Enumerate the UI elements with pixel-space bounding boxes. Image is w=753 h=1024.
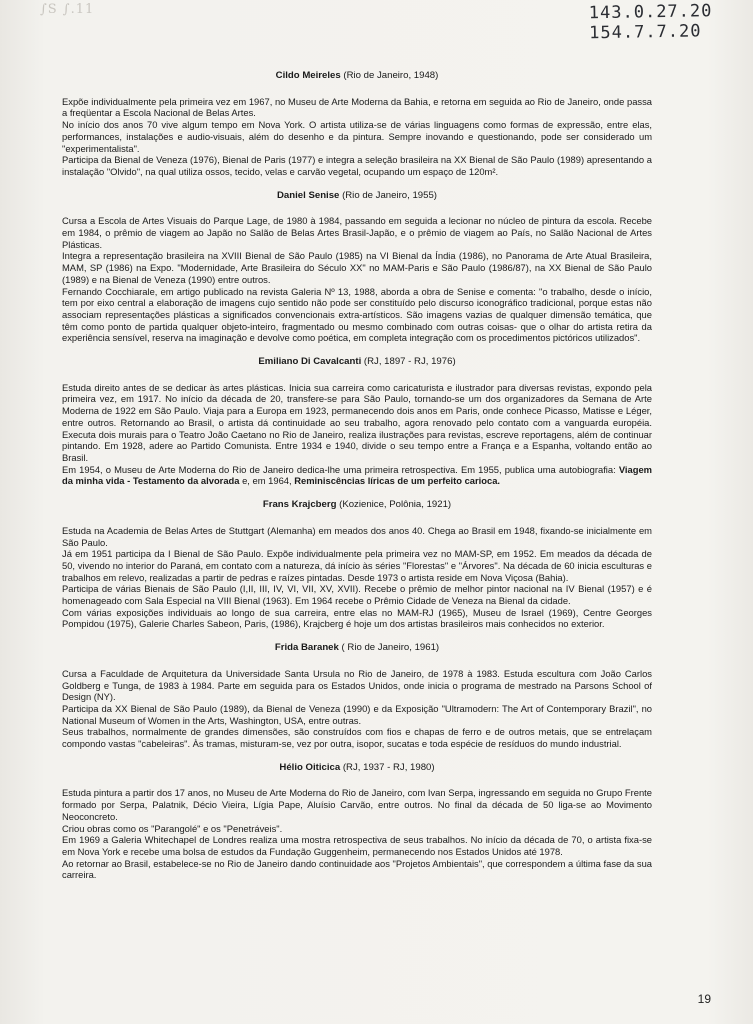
artist-entry-cildo-meireles [62, 70, 652, 178]
bio-paragraph: Expõe individualmente pela primeira vez em 1967, no Museu de Arte Moderna da Bahia, e retorna em seguida ao Rio de Janeiro, onde passa a freqüentar a Escola Nacional de Belas Artes. [62, 95, 652, 119]
artist-name: Daniel Senise [277, 189, 340, 201]
bio-paragraph: Participa da XX Bienal de São Paulo (1989), da Bienal de Veneza (1990) e da Exposição "Ultramodern: The Art of Contemporary Brazil", no National Museum of Women in the Arts, Washington, USA, entre outras. [62, 702, 652, 726]
artist-name: Frans Krajcberg [262, 499, 337, 511]
bio-paragraph: Estuda na Academia de Belas Artes de Stuttgart (Alemanha) em meados dos anos 40. Chega ao Brasil em 1948, fixando-se inicialmente em São Paulo. [62, 524, 652, 548]
bio-paragraph: Ao retornar ao Brasil, estabelece-se no Rio de Janeiro dando continuidade aos "Projetos Ambientais", que correspondem a última fase da sua carreira. [62, 857, 652, 881]
artist-origin: ( Rio de Janeiro, 1961) [341, 642, 440, 654]
artist-origin: (RJ, 1937 - RJ, 1980) [342, 761, 435, 773]
artist-heading [62, 762, 652, 774]
artist-name: Hélio Oiticica [279, 761, 341, 773]
bio-paragraph: Fernando Cocchiarale, em artigo publicado na revista Galeria Nº 13, 1988, aborda a obra de Senise e comenta: "o trabalho, desde o início, tem por eixo central a elaboração de imagens cujo sentido não pode ser constituído pelo discurso iconográfico tradicional, porque estas não associam representações plásticas a significados convencionais extra-artísticos. São imagens vazias de qualquer dimensão temática, que têm como ponto de partida qualquer objeto-inteiro, fragmentado ou mesmo combinado com outras coisas- que o olhar do artista retira da experiência sensível, reserva na imaginação e devolve como poética, em completa integração com os procedimentos pictóricos utilizados". [62, 285, 652, 344]
artist-heading [62, 356, 652, 368]
bio-paragraph: Criou obras como os "Parangolé" e os "Penetráveis". [62, 822, 283, 834]
bio-paragraph: Cursa a Escola de Artes Visuais do Parque Lage, de 1980 à 1984, passando em seguida a lecionar no núcleo de pintura da escola. Recebe em 1984, o prêmio de viagem ao Japão no Salão de Belas Artes Brasil-Japão, e o prêmio de viagem ao País, no Salão Nacional de Artes Plásticas. [62, 215, 652, 250]
faint-margin-note: ∫S ∫.11 [40, 2, 95, 17]
book-title-2: Reminiscências líricas de um perfeito carioca. [294, 475, 501, 487]
artist-heading [62, 70, 652, 82]
book-title-1: Viagem da minha vida - Testamento da alvorada [62, 463, 652, 487]
artist-heading [62, 642, 652, 654]
handwritten-note [589, 1, 740, 44]
artist-biographies [62, 70, 652, 893]
artist-name: Emiliano Di Cavalcanti [258, 356, 362, 368]
artist-entry-helio-oiticica [62, 762, 652, 881]
handwritten-line-1: 143.0.27.20 [588, 1, 713, 24]
page-number: 19 [697, 992, 711, 1006]
artist-entry-daniel-senise [62, 190, 652, 344]
bio-paragraph: Participa da Bienal de Veneza (1976), Bienal de Paris (1977) e integra a seleção brasileira na XX Bienal de São Paulo (1989) apresentando a instalação "Olvido", na qual utiliza ossos, tecido, velas e carvão vegetal, ocupando um espaço de 120m². [62, 154, 652, 177]
closing-text-before: Em 1954, o Museu de Arte Moderna do Rio de Janeiro dedica-lhe uma primeira retrospectiva. Em 1955, publica uma autobiografia: [62, 463, 619, 475]
bio-paragraph: Estuda pintura a partir dos 17 anos, no Museu de Arte Moderna do Rio de Janeiro, com Ivan Serpa, ingressando em seguida no Grupo Frente formado por Serpa, Palatnik, Décio Vieira, Lígia Pape, Aluísio Carvão, entre outros. No final da década de 50 liga-se ao Movimento Neoconcreto. [62, 787, 652, 822]
artist-origin: (Kozienice, Polônia, 1921) [339, 499, 452, 511]
bio-paragraph: Participa de várias Bienais de São Paulo (I,II, III, IV, VI, VII, XV, XVII). Recebe o prêmio de melhor pintor nacional na IV Bienal (1957) e é homenageado com Sala Especial na VIII Bienal (1963). Em 1964 recebe o Prêmio Cidade de Veneza na Bienal da cidade. [62, 583, 652, 607]
bio-paragraph: Cursa a Faculdade de Arquitetura da Universidade Santa Ursula no Rio de Janeiro, de 1978 à 1983. Estuda escultura com João Carlos Goldberg e Tunga, de 1983 à 1984. Parte em seguida para os Estados Unidos, onde inicia o programa de mestrado na Parsons School of Design (NY). [62, 667, 652, 703]
bio-paragraph: Integra a representação brasileira na XVIII Bienal de São Paulo (1985) na VI Bienal da Índia (1986), no Panorama de Arte Atual Brasileira, MAM, SP (1986) na Expo. "Modernidade, Arte Brasileira do Século XX" no MAM-Paris e São Paulo (1986/87), na XX Bienal de São Paulo (1989) e na Bienal de Veneza (1990) entre outros. [62, 250, 652, 285]
artist-entry-frida-baranek [62, 642, 652, 750]
artist-origin: (RJ, 1897 - RJ, 1976) [363, 356, 456, 368]
artist-name: Frida Baranek [274, 642, 339, 654]
bio-paragraph-closing [62, 464, 652, 487]
bio-paragraph: Seus trabalhos, normalmente de grandes dimensões, são construídos com fios e chapas de ferro e de outros metais, que se entrelaçam compondo vastas "cabeleiras". Às tramas, misturam-se, vez por outra, isopor, sucatas e toda espécie de resíduos do mundo industrial. [62, 726, 652, 750]
artist-heading [62, 190, 652, 202]
artist-entry-di-cavalcanti [62, 356, 652, 487]
artist-entry-frans-krajcberg [62, 499, 652, 630]
artist-name: Cildo Meireles [275, 70, 341, 81]
bio-paragraph: Em 1969 a Galeria Whitechapel de Londres realiza uma mostra retrospectiva de seus trabalhos. No início da década de 70, o artista fixa-se em Nova York e recebe uma bolsa de estudos da Fundação Guggenheim, permanecendo nos Estados Unidos até 1978. [62, 834, 652, 857]
handwritten-line-2: 154.7.7.20 [589, 21, 702, 44]
artist-heading [62, 499, 652, 511]
bio-paragraph: Estuda direito antes de se dedicar às artes plásticas. Inicia sua carreira como caricaturista e ilustrador para diversas revistas, expondo pela primeira vez, em 1917. No início da década de 20, transfere-se para São Paulo, tornando-se um dos organizadores da Semana de Arte Moderna de 1922 em São Paulo. Viaja para a Europa em 1923, permanecendo dois anos em Paris, onde conhece Picasso, Matisse e Léger, entre outros. Retornando ao Brasil, o artista dá continuidade ao seu trabalho, agora renovado pelo contato com a vanguarda européia. Executa dois murais para o Teatro João Caetano no Rio de Janeiro, realiza ilustrações para revistas, escreve reportagens, além de continuar pintando. Em 1928, adere ao Partido Comunista. Entre 1934 e 1940, divide o seu tempo entre a França e a Espanha, voltando então ao Brasil. [62, 381, 652, 463]
bio-paragraph: Com várias exposições individuais ao longo de sua carreira, entre elas no MAM-RJ (1965), Museu de Israel (1969), Centre Georges Pompidou (1975), Galerie Charles Sabeon, Paris, (1986), Krajcberg é hoje um dos artistas brasileiros mais conhecidos no exterior. [62, 606, 652, 630]
artist-origin: (Rio de Janeiro, 1948) [343, 70, 439, 81]
bio-paragraph: Já em 1951 participa da I Bienal de São Paulo. Expõe individualmente pela primeira vez no MAM-SP, em 1952. Em meados da década de 50, vivendo no interior do Paraná, em contato com a natureza, dá início às séries "Florestas" e "Árvores". Na década de 60 inicia esculturas e trabalhos em relevo, realizadas a partir de pedras e raízes pintadas. Desde 1973 o artista reside em Nova Viçosa (Bahia). [62, 548, 652, 583]
closing-text-middle: e, em 1964, [239, 475, 295, 487]
bio-paragraph: No início dos anos 70 vive algum tempo em Nova York. O artista utiliza-se de várias linguagens como formas de expressão, entre elas, performances, instalações e audio-visuais, além do desenho e da pintura. Sempre inovando e questionando, pode ser considerado um "experimentalista". [62, 119, 652, 154]
artist-origin: (Rio de Janeiro, 1955) [342, 189, 437, 201]
